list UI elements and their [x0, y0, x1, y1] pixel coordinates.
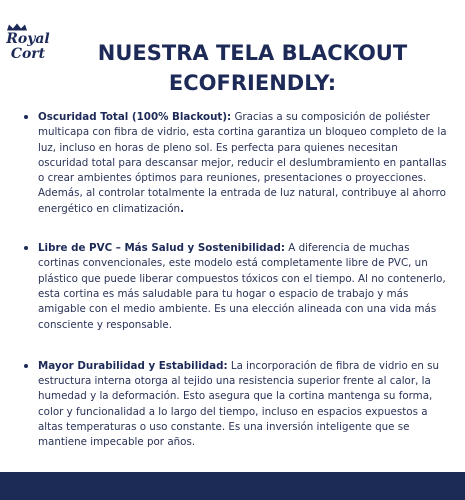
- brand-name-line1: Royal: [6, 31, 50, 47]
- feature-description: A diferencia de muchas cortinas convencionales, este modelo está completamente libre de PVC, un plástico que puede liberar compuestos tóxicos con el tiempo. Al no contenerlo, esta cortina es más saludable para tu hogar o espacio de trabajo y más amigable con el medio ambiente. Es una elección alineada con una vida más consciente y responsable.: [38, 242, 446, 331]
- feature-end-punctuation: .: [180, 202, 184, 215]
- feature-term: Oscuridad Total (100% Blackout):: [38, 111, 232, 123]
- feature-item-durability: [38, 359, 448, 451]
- feature-term: Mayor Durabilidad y Estabilidad:: [38, 359, 228, 372]
- feature-item-pvc-free: [38, 241, 448, 333]
- feature-list: [38, 110, 448, 475]
- brand-logo: [6, 22, 50, 62]
- feature-item-blackout: [38, 110, 448, 217]
- footer-bar: [0, 472, 465, 500]
- title-line1: NUESTRA TELA BLACKOUT: [97, 41, 408, 65]
- title-line2: ECOFRIENDLY:: [168, 71, 337, 95]
- brand-name-line2: Cort: [10, 46, 46, 62]
- feature-description: La incorporación de fibra de vidrio en su estructura interna otorga al tejido una resistencia superior frente al calor, la humedad y la deformación. Esto asegura que la cortina mantenga su forma, color y funcionalidad a lo largo del tiempo, incluso en espacios expuestos a altas temperaturas o uso constante. Es una inversión inteligente que se mantiene impecable por años.: [38, 359, 440, 449]
- feature-description: Gracias a su composición de poliéster multicapa con fibra de vidrio, esta cortina garantiza un bloqueo completo de la luz, incluso en horas de pleno sol. Es perfecta para quienes necesitan oscuridad total para descansar mejor, reducir el deslumbramiento en pantallas o crear ambientes óptimos para reuniones, presentaciones o proyecciones. Además, al controlar totalmente la entrada de luz natural, contribuye al ahorro energético en climatización: [38, 111, 447, 215]
- page-title: [60, 38, 445, 98]
- feature-term: Libre de PVC – Más Salud y Sostenibilidad:: [38, 242, 285, 255]
